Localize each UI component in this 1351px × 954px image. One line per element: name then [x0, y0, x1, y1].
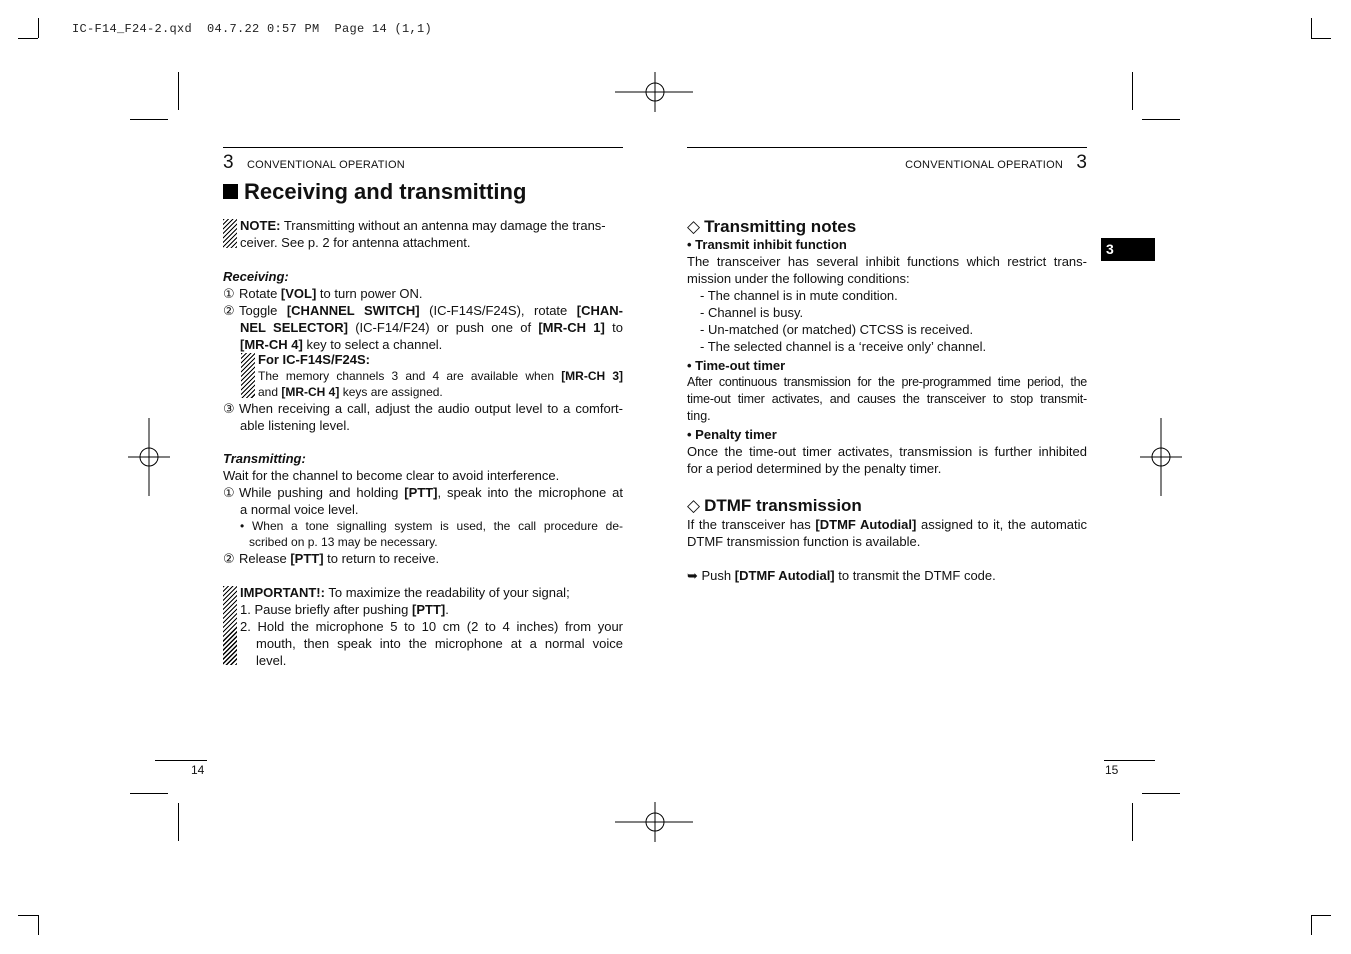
chapter-label: CONVENTIONAL OPERATION	[905, 159, 1063, 171]
left-page-number: 14	[191, 763, 205, 777]
transmitting-step-1: ① While pushing and holding [PTT], speak into the microphone at	[223, 485, 624, 500]
chapter-label: CONVENTIONAL OPERATION	[247, 159, 405, 171]
registration-mark-left	[128, 418, 170, 496]
list-item: - Channel is busy.	[700, 305, 804, 320]
left-header-rule	[223, 147, 623, 148]
note-block: NOTE: Transmitting without an antenna may damage the trans- ceiver. See p. 2 for antenna attachment.	[240, 218, 606, 250]
registration-mark-top	[615, 72, 695, 112]
diamond-icon: ◇	[687, 217, 701, 236]
dtmf-instruction: ➥ Push [DTMF Autodial] to transmit the DTMF code.	[687, 568, 996, 583]
receiving-step-1: ① Rotate [VOL] to turn power ON.	[223, 286, 423, 301]
section-tab: 3	[1101, 238, 1155, 261]
transmit-inhibit-block: • Transmit inhibit function The transceiver has several inhibit functions which restrict trans- mission under the following conditions: - The channel is in mute condition. - Channel is busy. - Un-matched (or matched) CTCSS is received. - The selected channel is a ‘receive only’ channel.	[687, 237, 1087, 354]
receiving-step-2: ② Toggle [CHANNEL SWITCH] (IC-F14S/F24S), rotate [CHAN- NEL SELECTOR] (IC-F14/F24) or push one of [MR-CH 1] to [MR-CH 4] key to select a channel.	[223, 303, 624, 352]
receiving-section	[223, 268, 623, 353]
chapter-number: 3	[1076, 152, 1087, 173]
right-running-header	[687, 152, 1087, 174]
page-title: Receiving and transmitting	[223, 179, 526, 205]
note-hatch-icon	[223, 219, 237, 248]
important-hatch-icon	[223, 586, 237, 665]
left-page-number-rule	[155, 760, 207, 761]
transmitting-bullet: • When a tone signalling system is used, the call procedure de-	[240, 519, 623, 533]
transmitting-section: Transmitting: Wait for the channel to become clear to avoid interference. ① While pushing and holding [PTT], speak into the microphone at a normal voice level. • When a tone signalling system is used, the call procedure de- scribed on p. 13 may be necessary. ② Release [PTT] to return to receive.	[223, 451, 624, 566]
subnote-hatch-icon	[241, 353, 255, 398]
diamond-icon: ◇	[687, 496, 701, 515]
chapter-number: 3	[223, 152, 234, 173]
receiving-step-3: ③ When receiving a call, adjust the audio output level to a comfort- able listening level.	[223, 401, 623, 433]
right-page-number: 15	[1105, 763, 1119, 777]
square-bullet-icon	[223, 184, 238, 199]
list-item: - The channel is in mute condition.	[700, 288, 898, 303]
penalty-timer-block: • Penalty timer Once the time-out timer activates, transmission is further inhibited for a period determined by the penalty timer.	[687, 427, 1087, 476]
transmitting-step-2: ② Release [PTT] to return to receive.	[223, 551, 440, 566]
right-header-rule	[687, 147, 1087, 148]
transmitting-heading: Transmitting:	[223, 451, 306, 466]
left-running-header	[223, 152, 405, 174]
list-item: - The selected channel is a ‘receive only’ channel.	[700, 339, 987, 354]
file-slug: IC-F14_F24-2.qxd 04.7.22 0:57 PM Page 14 (1,1)	[72, 22, 433, 36]
transmitting-notes-heading: ◇ Transmitting notes	[687, 217, 857, 236]
registration-mark-bottom	[615, 802, 695, 842]
subnote-block: For IC-F14S/F24S: The memory channels 3 and 4 are available when [MR-CH 3] and [MR-CH 4] keys are assigned.	[258, 352, 623, 399]
list-item: - Un-matched (or matched) CTCSS is received.	[700, 322, 974, 337]
receiving-heading: Receiving:	[223, 269, 289, 284]
dtmf-block: If the transceiver has [DTMF Autodial] assigned to it, the automatic DTMF transmission function is available. ➥ Push [DTMF Autodial] to transmit the DTMF code.	[687, 517, 1087, 583]
right-page-number-rule	[1104, 760, 1155, 761]
dtmf-heading: ◇ DTMF transmission	[687, 496, 862, 515]
registration-mark-right	[1140, 418, 1182, 496]
time-out-timer-block: • Time-out timer After continuous transmission for the pre-programmed time period, the time-out timer activates, and causes the transceiver to stop transmit- ting.	[687, 358, 1087, 423]
important-block: IMPORTANT!: To maximize the readability of your signal; 1. Pause briefly after pushing [PTT]. 2. Hold the microphone 5 to 10 cm (2 to 4 inches) from your mouth, then speak into the microphone at a normal voice level.	[240, 585, 623, 668]
